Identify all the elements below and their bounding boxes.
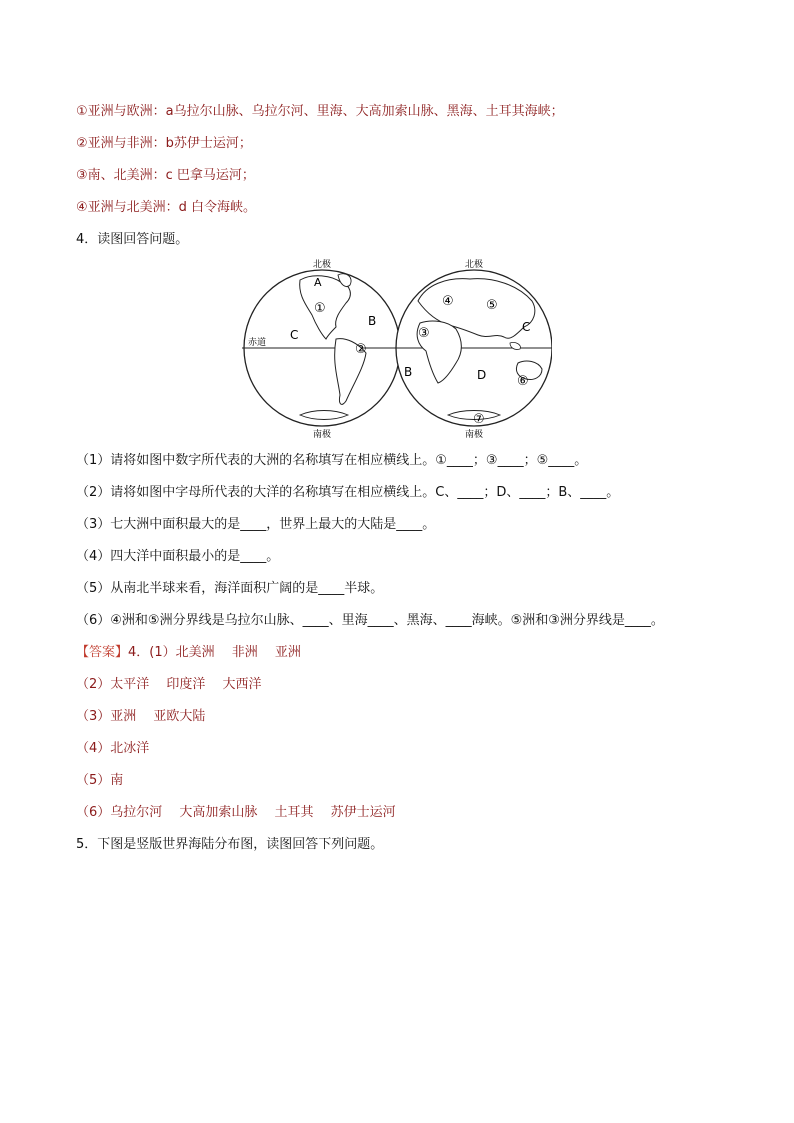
question-sub-1: （1）请将如图中数字所代表的大洲的名称填写在相应横线上。①____；③____；⑤____。 xyxy=(76,453,588,468)
world-map-figure xyxy=(242,255,552,445)
answer-line-4: ④亚洲与北美洲：d 白令海峡。 xyxy=(76,200,257,215)
north-pole-label-left: 北极 xyxy=(312,260,332,270)
answer-2: （2）太平洋 印度洋 大西洋 xyxy=(76,677,262,692)
question-4-title: 4．读图回答问题。 xyxy=(76,232,189,247)
ocean-label-c-right: C xyxy=(522,320,531,334)
question-sub-3: （3）七大洲中面积最大的是____，世界上最大的大陆是____。 xyxy=(76,517,436,532)
answer-6: （6）乌拉尔河 大高加索山脉 土耳其 苏伊士运河 xyxy=(76,805,396,820)
continent-marker-7: ⑦ xyxy=(473,412,485,427)
ocean-label-d: D xyxy=(477,368,487,382)
continent-marker-1: ① xyxy=(314,301,326,316)
answer-line-3: ③南、北美洲：c 巴拿马运河； xyxy=(76,168,255,183)
south-pole-label-left: 南极 xyxy=(312,430,332,440)
answer-1: 4．(1）北美洲 非洲 亚洲 xyxy=(128,645,301,660)
ocean-label-c-left: C xyxy=(290,328,299,342)
equator-label: 赤道 xyxy=(248,338,267,348)
answer-tag: 【答案】 xyxy=(76,645,129,660)
question-sub-5: （5）从南北半球来看，海洋面积广阔的是____半球。 xyxy=(76,581,384,596)
ocean-label-a: A xyxy=(314,276,322,289)
answer-line-2: ②亚洲与非洲：b苏伊士运河； xyxy=(76,136,252,151)
continent-marker-3: ③ xyxy=(418,326,430,341)
answer-5: （5）南 xyxy=(76,773,124,788)
ocean-label-b-right: B xyxy=(404,365,413,379)
question-sub-2: （2）请将如图中字母所代表的大洋的名称填写在相应横线上。C、____；D、____；B、____。 xyxy=(76,485,620,500)
ocean-label-b-left: B xyxy=(368,314,377,328)
question-sub-6: （6）④洲和⑤洲分界线是乌拉尔山脉、____、里海____、黑海、____海峡。⑤洲和③洲分界线是____。 xyxy=(76,613,664,628)
continent-marker-2: ② xyxy=(355,342,367,357)
answer-4: （4）北冰洋 xyxy=(76,741,150,756)
north-pole-label-right: 北极 xyxy=(464,260,484,270)
answer-line-1: ①亚洲与欧洲：a乌拉尔山脉、乌拉尔河、里海、大高加索山脉、黑海、土耳其海峡； xyxy=(76,104,564,119)
answer-block-header xyxy=(76,644,301,662)
question-5-title: 5．下图是竖版世界海陆分布图，读图回答下列问题。 xyxy=(76,837,384,852)
continent-marker-6: ⑥ xyxy=(517,374,529,389)
question-sub-4: （4）四大洋中面积最小的是____。 xyxy=(76,549,280,564)
south-pole-label-right: 南极 xyxy=(464,430,484,440)
continent-marker-5: ⑤ xyxy=(486,298,498,313)
answer-3: （3）亚洲 亚欧大陆 xyxy=(76,709,206,724)
continent-marker-4: ④ xyxy=(442,294,454,309)
